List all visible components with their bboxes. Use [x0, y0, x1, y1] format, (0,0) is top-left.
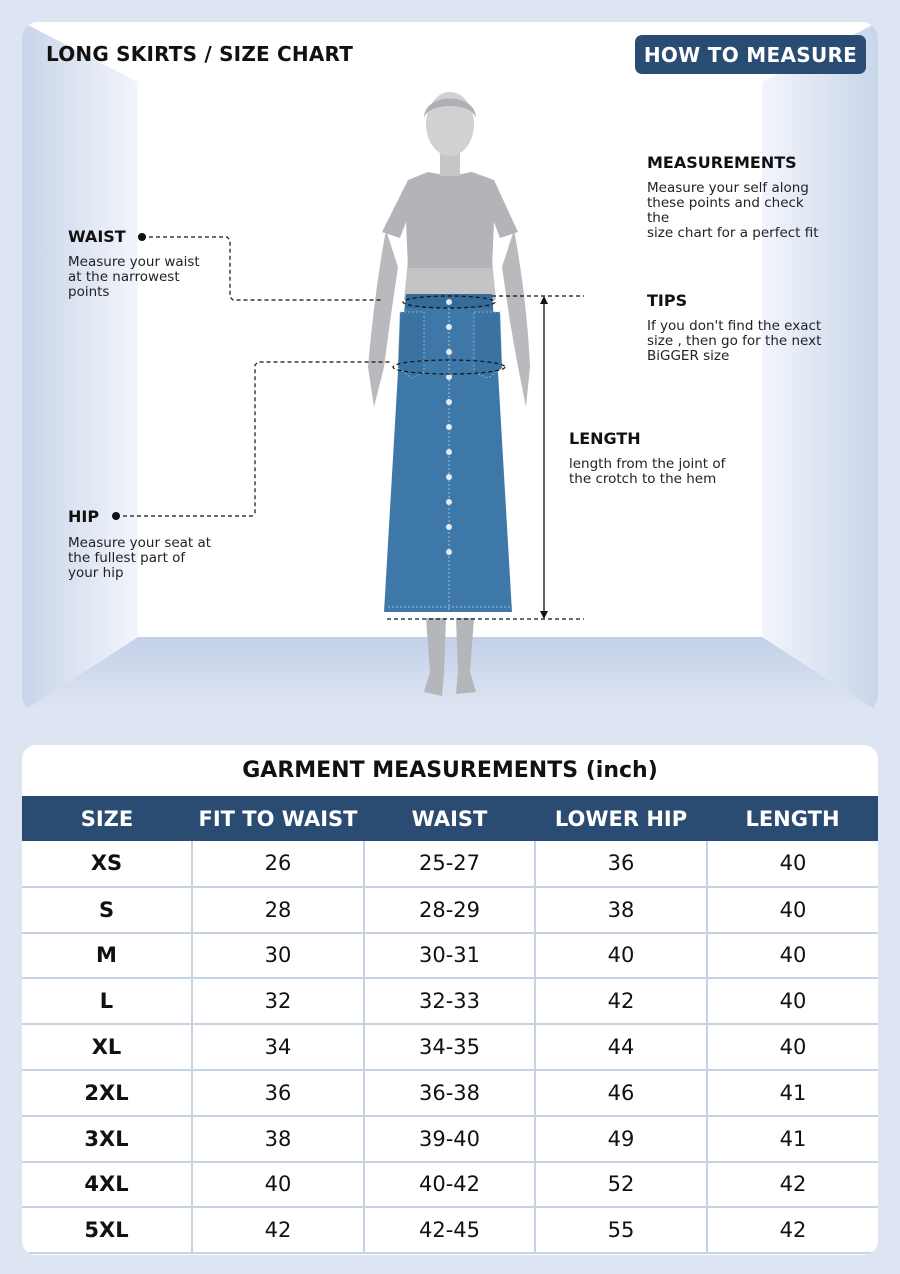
table-row — [22, 1162, 878, 1208]
size-cell: L — [22, 978, 192, 1024]
fit-to-waist-cell: 34 — [192, 1024, 364, 1070]
measurement-guides — [22, 22, 878, 712]
table-row — [22, 1116, 878, 1162]
fit-to-waist-cell: 38 — [192, 1116, 364, 1162]
lower-hip-cell: 52 — [535, 1162, 707, 1208]
table-row — [22, 978, 878, 1024]
lower-hip-cell: 44 — [535, 1024, 707, 1070]
length-cell: 42 — [707, 1207, 878, 1253]
waist-cell: 28-29 — [364, 887, 535, 933]
size-cell: M — [22, 933, 192, 979]
fit-to-waist-cell: 26 — [192, 841, 364, 887]
lower-hip-cell: 42 — [535, 978, 707, 1024]
length-cell: 42 — [707, 1162, 878, 1208]
waist-cell: 39-40 — [364, 1116, 535, 1162]
length-heading: LENGTH — [569, 429, 641, 448]
size-cell: XS — [22, 841, 192, 887]
table-row — [22, 887, 878, 933]
table-row — [22, 841, 878, 887]
lower-hip-cell: 49 — [535, 1116, 707, 1162]
measurements-heading: MEASUREMENTS — [647, 153, 797, 172]
size-cell: 3XL — [22, 1116, 192, 1162]
waist-cell: 32-33 — [364, 978, 535, 1024]
table-row — [22, 1024, 878, 1070]
page-title: LONG SKIRTS / SIZE CHART — [46, 42, 354, 66]
column-header-fit-to-waist: FIT TO WAIST — [192, 796, 364, 841]
hip-heading: HIP — [68, 507, 100, 526]
table-row — [22, 1207, 878, 1253]
how-to-measure-button[interactable]: HOW TO MEASURE — [635, 35, 866, 74]
waist-heading: WAIST — [68, 227, 126, 246]
fit-to-waist-cell: 30 — [192, 933, 364, 979]
waist-cell: 40-42 — [364, 1162, 535, 1208]
lower-hip-cell: 38 — [535, 887, 707, 933]
how-to-measure-panel — [22, 22, 878, 712]
fit-to-waist-cell: 40 — [192, 1162, 364, 1208]
waist-description: Measure your waist at the narrowest points — [68, 254, 200, 300]
lower-hip-cell: 36 — [535, 841, 707, 887]
column-header-lower-hip: LOWER HIP — [535, 796, 707, 841]
table-row — [22, 933, 878, 979]
length-cell: 41 — [707, 1070, 878, 1116]
waist-cell: 30-31 — [364, 933, 535, 979]
waist-cell: 36-38 — [364, 1070, 535, 1116]
tips-heading: TIPS — [647, 291, 688, 310]
size-chart-panel — [22, 745, 878, 1255]
hip-description: Measure your seat at the fullest part of your hip — [68, 535, 212, 581]
length-cell: 40 — [707, 978, 878, 1024]
table-row — [22, 1070, 878, 1116]
size-cell: S — [22, 887, 192, 933]
length-cell: 41 — [707, 1116, 878, 1162]
size-chart-table — [22, 796, 878, 1254]
waist-cell: 25-27 — [364, 841, 535, 887]
column-header-length: LENGTH — [707, 796, 878, 841]
fit-to-waist-cell: 32 — [192, 978, 364, 1024]
tips-description: If you don't find the exact size , then go for the next BiGGER size — [647, 318, 822, 364]
lower-hip-cell: 46 — [535, 1070, 707, 1116]
table-header-row — [22, 796, 878, 841]
size-cell: 2XL — [22, 1070, 192, 1116]
fit-to-waist-cell: 42 — [192, 1207, 364, 1253]
length-cell: 40 — [707, 933, 878, 979]
lower-hip-cell: 55 — [535, 1207, 707, 1253]
column-header-waist: WAIST — [364, 796, 535, 841]
lower-hip-cell: 40 — [535, 933, 707, 979]
fit-to-waist-cell: 28 — [192, 887, 364, 933]
size-cell: 5XL — [22, 1207, 192, 1253]
length-cell: 40 — [707, 841, 878, 887]
length-description: length from the joint of the crotch to the hem — [569, 456, 726, 487]
waist-cell: 42-45 — [364, 1207, 535, 1253]
length-cell: 40 — [707, 1024, 878, 1070]
size-cell: XL — [22, 1024, 192, 1070]
table-title: GARMENT MEASUREMENTS (inch) — [242, 758, 658, 783]
fit-to-waist-cell: 36 — [192, 1070, 364, 1116]
size-cell: 4XL — [22, 1162, 192, 1208]
length-cell: 40 — [707, 887, 878, 933]
waist-cell: 34-35 — [364, 1024, 535, 1070]
measurements-description: Measure your self along these points and check the size chart for a perfect fit — [647, 180, 819, 241]
column-header-size: SIZE — [22, 796, 192, 841]
